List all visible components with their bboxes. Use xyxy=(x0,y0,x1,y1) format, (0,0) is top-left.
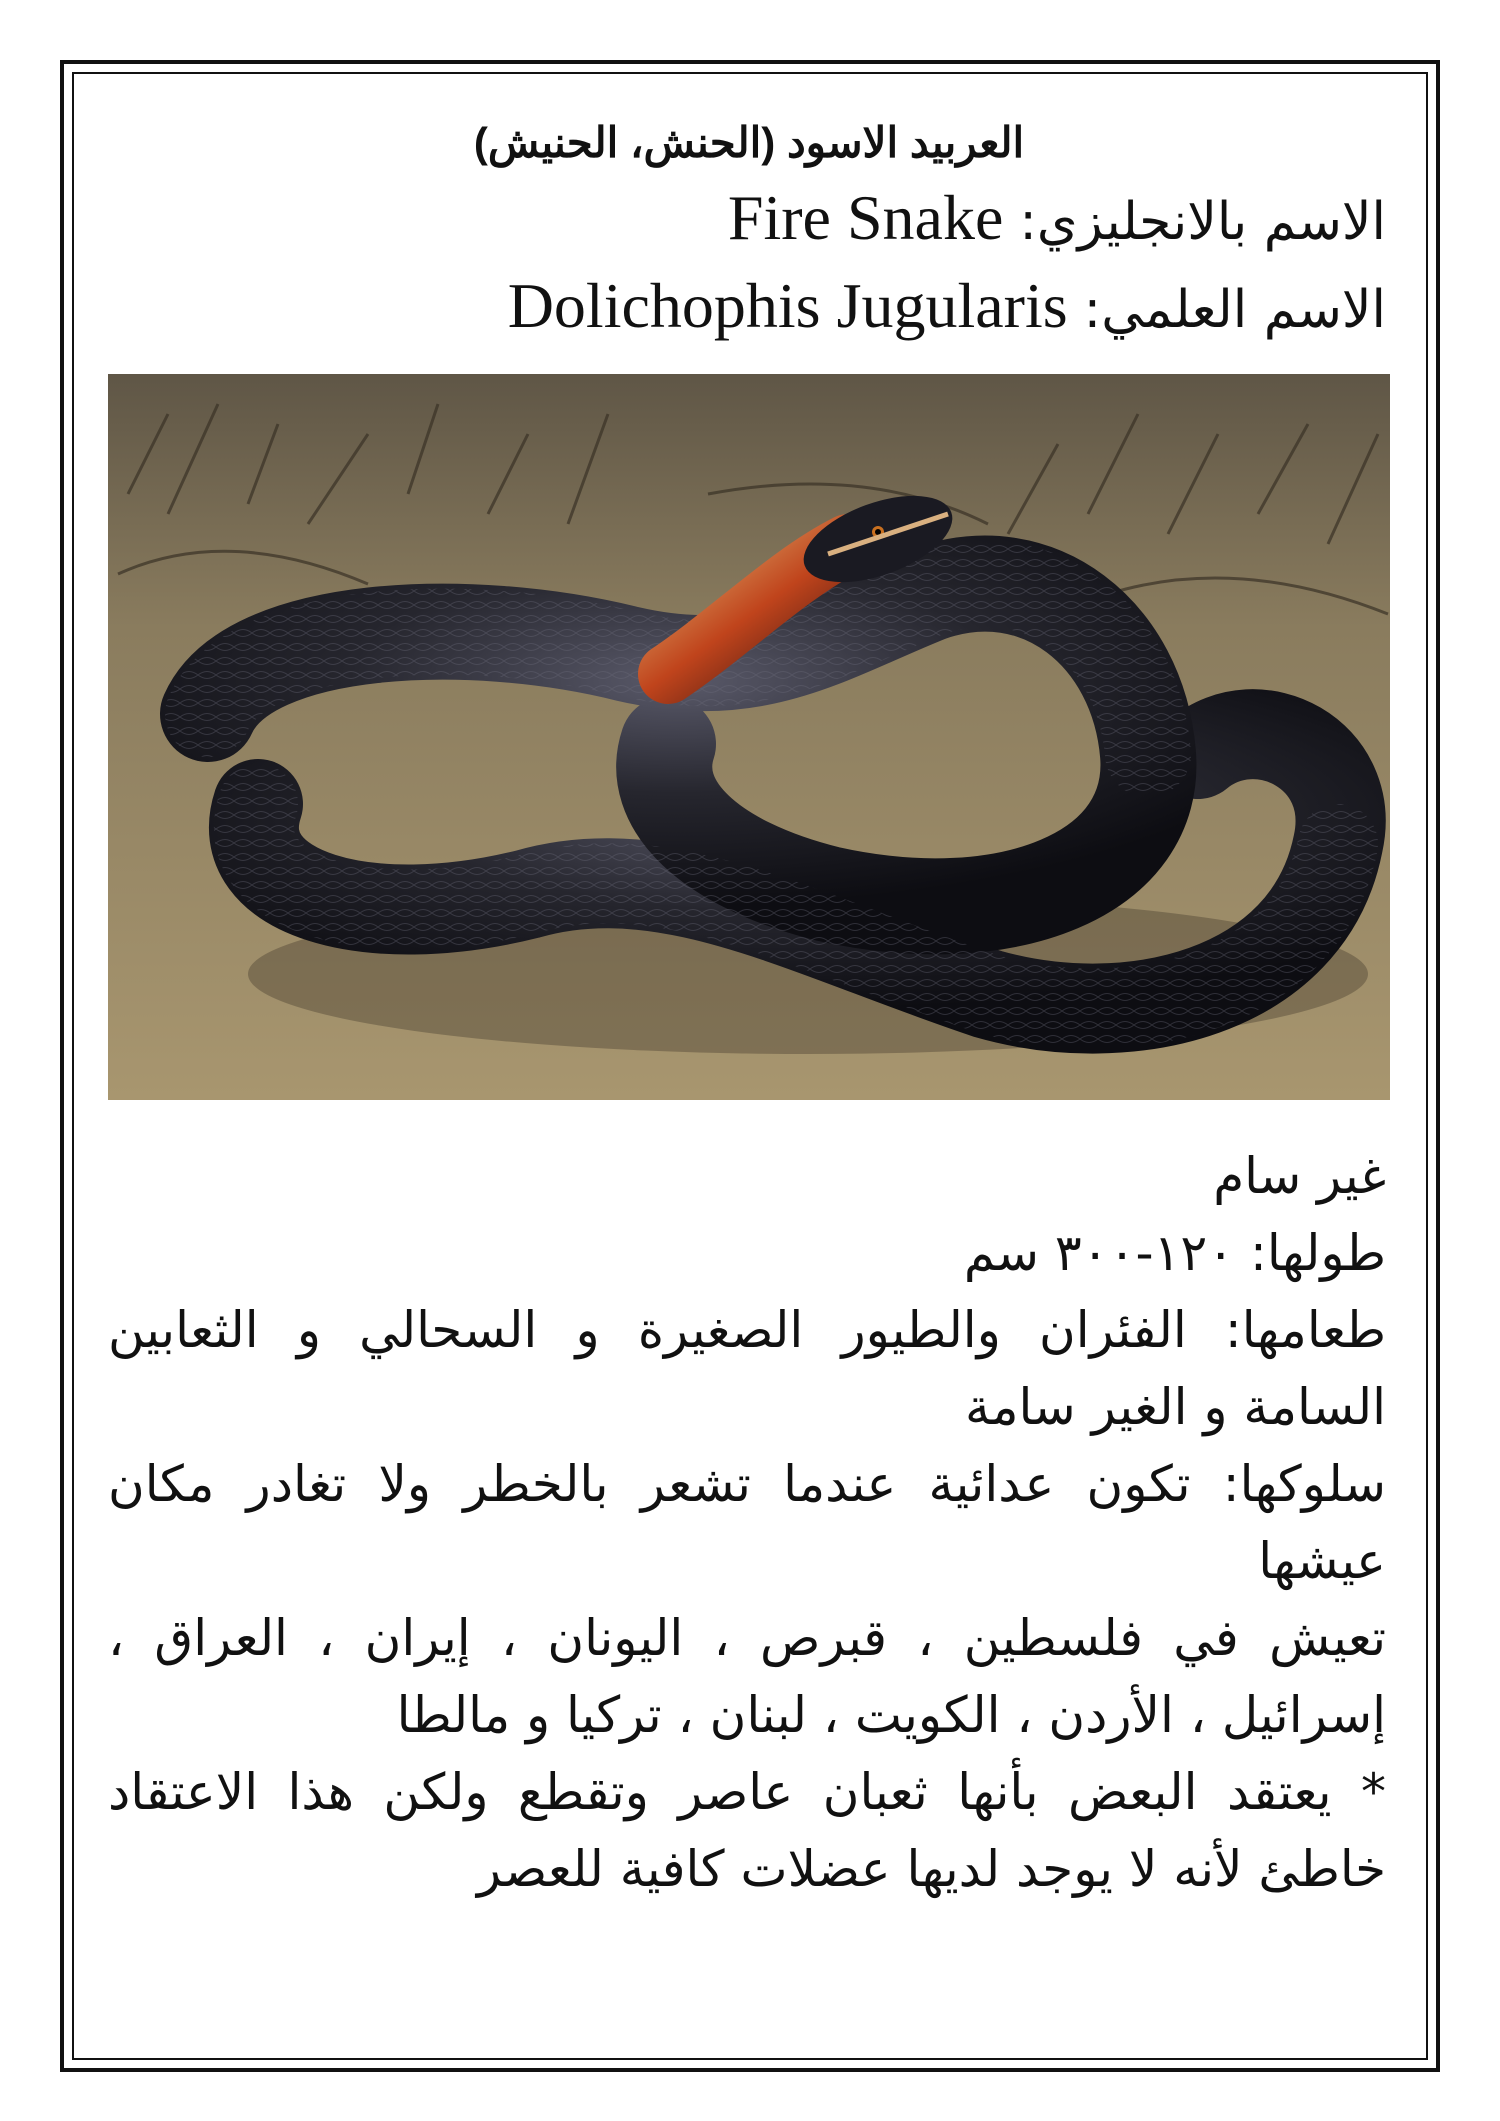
english-name-label: الاسم بالانجليزي: xyxy=(1019,192,1386,252)
venom-status: غير سام xyxy=(1213,1147,1386,1205)
english-name-value: Fire Snake xyxy=(727,182,1004,253)
snake-photo xyxy=(108,374,1390,1100)
diet-info: طعامها: الفئران والطيور الصغيرة و السحالي و الثعابين السامة و الغير سامة xyxy=(108,1301,1386,1436)
snake-illustration xyxy=(108,374,1390,1100)
document-content xyxy=(108,110,1390,1908)
scientific-name-line xyxy=(108,264,1390,352)
length-info: طولها: ١٢٠-٣٠٠ سم xyxy=(963,1224,1386,1282)
facts-section xyxy=(108,1138,1390,1908)
habitat-info: تعيش في فلسطين ، قبرص ، اليونان ، إيران ، العراق ، إسرائيل ، الأردن ، الكويت ، لبنان ، تركيا و مالطا xyxy=(108,1609,1386,1744)
english-name-line xyxy=(108,176,1390,264)
behavior-info: سلوكها: تكون عدائية عندما تشعر بالخطر ولا تغادر مكان عيشها xyxy=(108,1455,1386,1590)
scientific-name-label: الاسم العلمي: xyxy=(1083,280,1386,340)
page-title: العربيد الاسود (الحنش، الحنيش) xyxy=(473,119,1025,166)
note-info: * يعتقد البعض بأنها ثعبان عاصر وتقطع ولكن هذا الاعتقاد خاطئ لأنه لا يوجد لديها عضلات كافية للعصر xyxy=(108,1763,1386,1898)
scientific-name-value: Dolichophis Jugularis xyxy=(507,270,1068,341)
